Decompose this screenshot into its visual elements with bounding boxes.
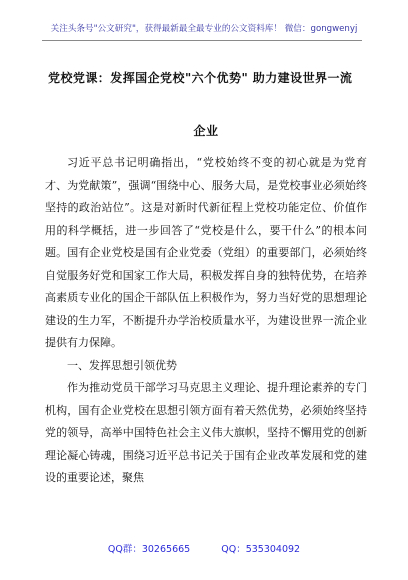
footer-qq-contact: QQ：535304092 bbox=[221, 544, 301, 555]
section-heading: 一、发挥思想引领优势 bbox=[67, 358, 177, 372]
header-divider bbox=[42, 40, 362, 41]
page-footer bbox=[0, 541, 408, 555]
footer-qq-group: QQ群：30265665 bbox=[107, 544, 191, 555]
document-body bbox=[45, 152, 367, 490]
document-title-line-1: 党校党课：发挥国企党校"六个优势" 助力建设世界一流 bbox=[48, 71, 353, 85]
body-paragraph: 作为推动党员干部学习马克思主义理论、提升理论素养的专门机构，国有企业党校在思想引领方面有着天然优势，必须始终坚持党的领导，高举中国特色社会主义伟大旗帜，坚持不懈用党的创新理论凝心铸魂，围绕习近平总书记关于国有企业改革发展和党的建设的重要论述，聚焦 bbox=[45, 381, 367, 484]
body-paragraph: 习近平总书记明确指出，“党校始终不变的初心就是为党育才、为党献策”，强调“围绕中心、服务大局，是党校事业必须始终坚持的政治站位”。这是对新时代新征程上党校功能定位、价值作用的科学概括，进一步回答了“党校是什么，要干什么”的根本问题。国有企业党校是国有企业党委（党组）的重要部门，必须始终自觉服务好党和国家工作大局，积极发挥自身的独特优势，在培养高素质专业化的国企干部队伍上积极作为，努力当好党的思想理论建设的生力军，不断提升办学治校质量水平，为建设世界一流企业提供有力保障。 bbox=[45, 156, 367, 349]
document-title-line-2: 企业 bbox=[193, 124, 219, 138]
page-header: 关注头条号"公文研究"，获得最新最全最专业的公文资料库！ 微信：gongwenyj bbox=[50, 24, 358, 34]
